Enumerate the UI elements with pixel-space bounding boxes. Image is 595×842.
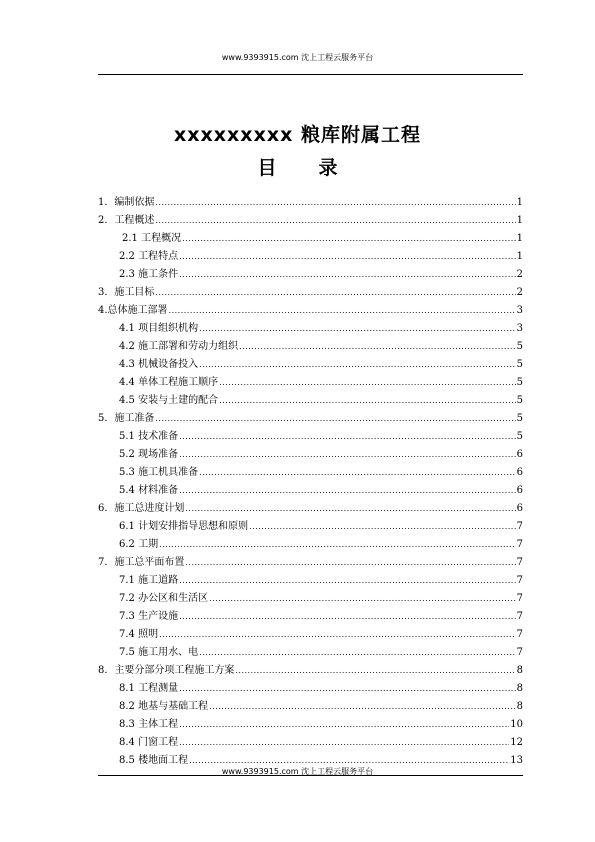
toc-entry-title: 4.总体施工部署: [98, 305, 168, 316]
toc-leader-dots: [199, 325, 516, 333]
toc-entry[interactable]: [98, 461, 523, 479]
toc-leader-dots: [179, 253, 516, 261]
toc-leader-dots: [199, 649, 516, 657]
toc-leader-dots: [239, 343, 516, 351]
toc-entry-title: 1．编制依据: [98, 197, 155, 208]
toc-entry[interactable]: [98, 191, 523, 209]
toc-entry-page: 7: [516, 611, 523, 622]
toc-entry[interactable]: [98, 299, 523, 317]
toc-entry-page: 7: [516, 539, 523, 550]
toc-entry-page: 5: [516, 341, 523, 352]
toc-entry-title: 5.4 材料准备: [119, 485, 179, 496]
toc-leader-dots: [185, 505, 515, 513]
toc-entry[interactable]: [98, 641, 523, 659]
toc-leader-dots: [159, 631, 516, 639]
toc-entry-title: 7.4 照明: [119, 629, 159, 640]
toc-entry-page: 6: [516, 485, 523, 496]
toc-entry-title: 6.1 计划安排指导思想和原则: [119, 521, 249, 532]
toc-leader-dots: [155, 199, 515, 207]
toc-entry[interactable]: [98, 389, 523, 407]
toc-entry-page: 8: [516, 665, 523, 676]
toc-entry-title: 7．施工总平面布置: [98, 557, 185, 568]
toc-entry-page: 12: [510, 737, 523, 748]
toc-entry[interactable]: [98, 281, 523, 299]
toc-entry-page: 6: [516, 449, 523, 460]
toc-entry[interactable]: [98, 371, 523, 389]
toc-entry[interactable]: [98, 209, 523, 227]
toc-entry[interactable]: [98, 245, 523, 263]
toc-leader-dots: [179, 433, 516, 441]
toc-entry[interactable]: [98, 479, 523, 497]
toc-entry[interactable]: [98, 515, 523, 533]
toc-entry-title: 5.3 施工机具准备: [119, 467, 199, 478]
toc-entry-page: 8: [516, 701, 523, 712]
toc-leader-dots: [199, 469, 516, 477]
toc-entry-page: 7: [516, 557, 523, 568]
footer-divider: [98, 775, 523, 776]
header-divider: [98, 74, 523, 75]
toc-leader-dots: [155, 415, 515, 423]
toc-entry-page: 2: [516, 287, 523, 298]
toc-entry-title: 2.2 工程特点: [119, 251, 179, 262]
toc-entry[interactable]: [98, 533, 523, 551]
toc-entry-title: 7.3 生产设施: [119, 611, 179, 622]
toc-entry-title: 4.4 单体工程施工顺序: [119, 377, 219, 388]
toc-leader-dots: [209, 595, 516, 603]
toc-entry[interactable]: [98, 317, 523, 335]
toc-entry-page: 5: [516, 413, 523, 424]
toc-leader-dots: [169, 307, 516, 315]
toc-entry-title: 8．主要分部分项工程施工方案: [98, 665, 235, 676]
toc-leader-dots: [185, 559, 515, 567]
toc-entry[interactable]: [98, 677, 523, 695]
toc-leader-dots: [249, 523, 516, 531]
toc-entry-title: 7.5 施工用水、电: [119, 647, 199, 658]
toc-entry-page: 1: [516, 215, 523, 226]
toc-entry[interactable]: [98, 407, 523, 425]
toc-entry[interactable]: [98, 749, 523, 767]
toc-entry-title: 8.3 主体工程: [119, 719, 179, 730]
toc-entry-page: 7: [516, 575, 523, 586]
toc-entry[interactable]: [98, 623, 523, 641]
toc-entry-page: 5: [516, 395, 523, 406]
toc-entry[interactable]: [98, 443, 523, 461]
toc-entry-title: 8.5 楼地面工程: [119, 755, 189, 766]
toc-leader-dots: [179, 739, 509, 747]
toc-heading-right: 录: [318, 157, 338, 179]
toc-leader-dots: [209, 703, 516, 711]
toc-leader-dots: [219, 397, 516, 405]
toc-leader-dots: [155, 289, 515, 297]
toc-entry[interactable]: [98, 497, 523, 515]
toc-entry-page: 1: [516, 251, 523, 262]
table-of-contents: [98, 191, 523, 767]
toc-leader-dots: [179, 487, 516, 495]
toc-entry-page: 6: [516, 503, 523, 514]
toc-entry[interactable]: [98, 695, 523, 713]
toc-entry[interactable]: [98, 605, 523, 623]
toc-entry-page: 5: [516, 431, 523, 442]
toc-entry-title: 5.1 技术准备: [119, 431, 179, 442]
page-header: www.9393915.com 沈上工程云服务平台: [221, 53, 374, 62]
toc-entry-title: 3．施工目标: [98, 287, 155, 298]
toc-leader-dots: [179, 451, 516, 459]
toc-entry-page: 7: [516, 593, 523, 604]
toc-entry-title: 6．施工总进度计划: [98, 503, 185, 514]
toc-leader-dots: [189, 757, 509, 765]
toc-entry-title: 4.2 施工部署和劳动力组织: [119, 341, 239, 352]
toc-leader-dots: [159, 541, 516, 549]
toc-entry[interactable]: [98, 425, 523, 443]
toc-entry-title: 8.4 门窗工程: [119, 737, 179, 748]
toc-entry-title: 8.2 地基与基础工程: [119, 701, 209, 712]
toc-leader-dots: [155, 217, 515, 225]
page-footer: www.9393915.com 沈上工程云服务平台: [221, 767, 374, 776]
toc-entry[interactable]: [98, 263, 523, 281]
toc-entry-page: 2: [516, 269, 523, 280]
toc-entry[interactable]: [98, 569, 523, 587]
toc-leader-dots: [182, 235, 516, 243]
toc-entry-title: 2.1 工程概况: [122, 233, 182, 244]
toc-leader-dots: [235, 667, 515, 675]
toc-entry-page: 1: [516, 233, 523, 244]
toc-entry-page: 7: [516, 521, 523, 532]
toc-entry[interactable]: [98, 659, 523, 677]
toc-entry-page: 8: [516, 683, 523, 694]
toc-heading-left: 目: [257, 157, 277, 179]
toc-entry-title: 4.3 机械设备投入: [119, 359, 199, 370]
toc-entry-title: 8.1 工程测量: [119, 683, 179, 694]
toc-entry-title: 7.1 施工道路: [119, 575, 179, 586]
toc-entry[interactable]: [98, 713, 523, 731]
toc-entry-page: 3: [516, 323, 523, 334]
toc-leader-dots: [179, 613, 516, 621]
toc-entry-page: 6: [516, 467, 523, 478]
toc-leader-dots: [179, 577, 516, 585]
toc-entry-page: 7: [516, 629, 523, 640]
toc-entry-title: 7.2 办公区和生活区: [119, 593, 209, 604]
toc-entry-title: 4.5 安装与土建的配合: [119, 395, 219, 406]
toc-entry-page: 7: [516, 647, 523, 658]
toc-entry-title: 2.3 施工条件: [119, 269, 179, 280]
toc-entry[interactable]: [98, 353, 523, 371]
toc-entry-page: 1: [516, 197, 523, 208]
toc-entry-title: 5.2 现场准备: [119, 449, 179, 460]
toc-entry-page: 3: [516, 305, 523, 316]
toc-entry-title: 6.2 工期: [119, 539, 159, 550]
toc-leader-dots: [199, 361, 516, 369]
toc-leader-dots: [179, 685, 516, 693]
toc-leader-dots: [179, 721, 509, 729]
toc-entry[interactable]: [98, 227, 523, 245]
toc-entry-title: 2．工程概述: [98, 215, 155, 226]
toc-entry-page: 13: [510, 755, 523, 766]
toc-leader-dots: [179, 271, 516, 279]
toc-entry[interactable]: [98, 587, 523, 605]
toc-entry-title: 5．施工准备: [98, 413, 155, 424]
toc-entry-page: 5: [516, 359, 523, 370]
document-title: xxxxxxxxx 粮库附属工程: [174, 124, 421, 146]
toc-entry-page: 5: [516, 377, 523, 388]
toc-heading: [0, 153, 595, 180]
toc-entry[interactable]: [98, 731, 523, 749]
toc-leader-dots: [219, 379, 516, 387]
toc-entry[interactable]: [98, 335, 523, 353]
toc-entry-page: 10: [510, 719, 523, 730]
toc-entry-title: 4.1 项目组织机构: [119, 323, 199, 334]
toc-entry[interactable]: [98, 551, 523, 569]
